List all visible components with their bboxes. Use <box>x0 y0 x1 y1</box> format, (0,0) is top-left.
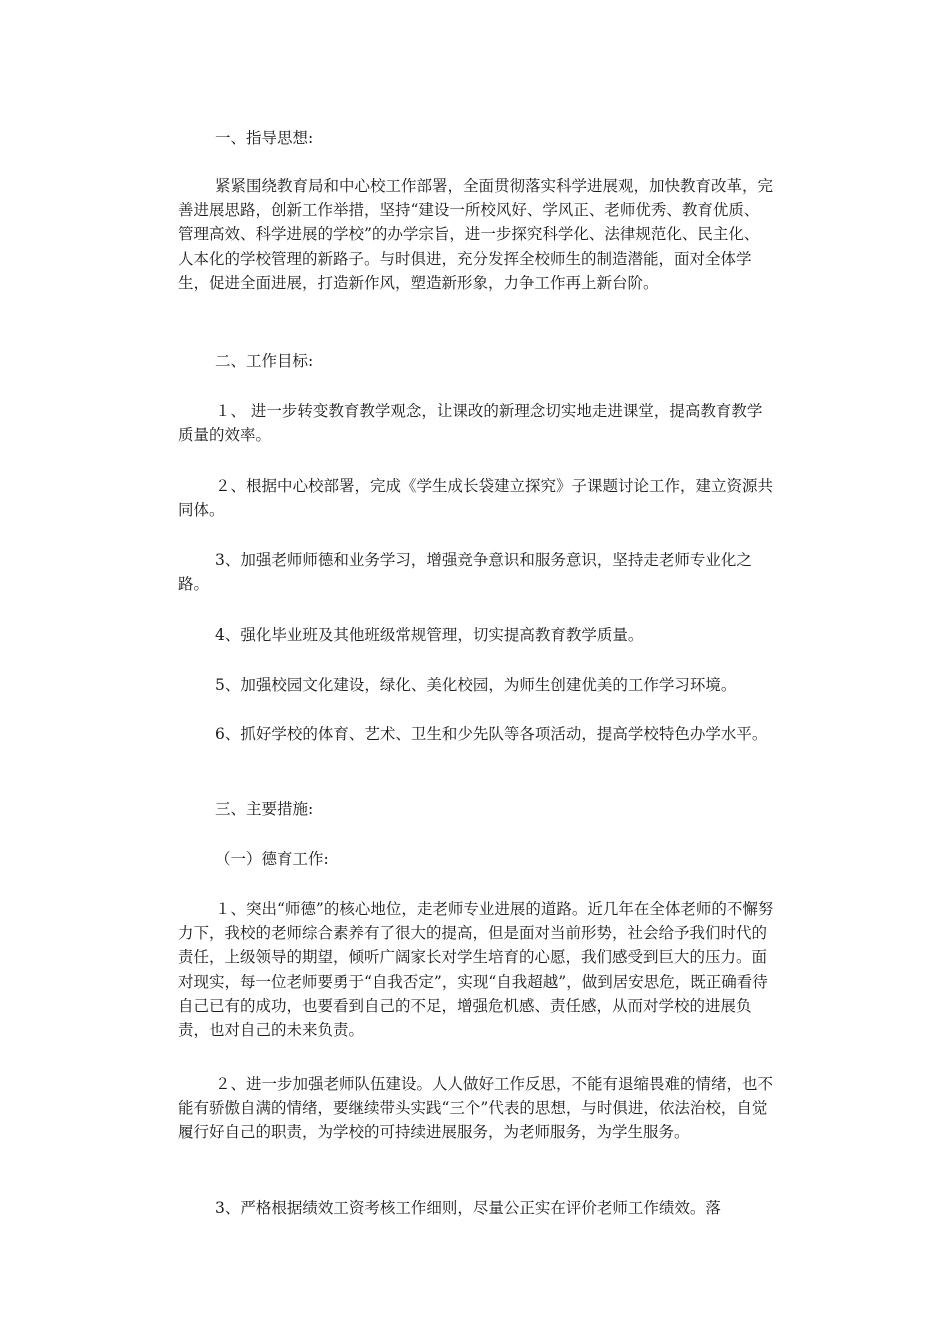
goal-item-3: 3、加强老师师德和业务学习，增强竞争意识和服务意识，坚持走老师专业化之路。 <box>178 551 752 594</box>
paragraph-guiding-thought: 紧紧围绕教育局和中心校工作部署，全面贯彻落实科学进展观，加快教育改革，完善进展思路，创新工作举措，坚持“建设一所校风好、学风正、老师优秀、教育优质、管理高效、科学进展的学校”的办学宗旨，进一步探究科学化、法律规范化、民主化、人本化的学校管理的新路子。与时俱进，充分发挥全校师生的制造潜能，面对全体学生，促进全面进展，打造新作风，塑造新形象，力争工作再上新台阶。 <box>178 177 774 292</box>
goal-item-5: 5、加强校园文化建设，绿化、美化校园，为师生创建优美的工作学习环境。 <box>215 676 737 694</box>
heading-guiding-thought: 一、指导思想: <box>215 129 314 147</box>
measure-item-1: １、突出“师德”的核心地位，走老师专业进展的道路。近几年在全体老师的不懈努力下，我校的老师综合素养有了很大的提高，但是面对当前形势，社会给予我们时代的责任，上级领导的期望，倾听广阔家长对学生培育的心愿，我们感受到巨大的压力。面对现实，每一位老师要勇于“自我否定”，实现“自我超越”，做到居安思危，既正确看待自己已有的成功，也要看到自己的不足，增强危机感、责任感，从而对学校的进展负责，也对自己的未来负责。 <box>178 900 774 1040</box>
goal-item-4: 4、强化毕业班及其他班级常规管理，切实提高教育教学质量。 <box>215 626 644 644</box>
goal-item-1: １、 进一步转变教育教学观念，让课改的新理念切实地走进课堂，提高教育教学质量的效率。 <box>178 402 763 445</box>
heading-work-goals: 二、工作目标: <box>215 352 314 370</box>
goal-item-2: ２、根据中心校部署，完成《学生成长袋建立探究》子课题讨论工作，建立资源共同体。 <box>178 477 774 520</box>
heading-moral-education: （一）德育工作: <box>215 850 329 868</box>
measure-item-2: ２、进一步加强老师队伍建设。人人做好工作反思，不能有退缩畏难的情绪，也不能有骄傲自满的情绪，要继续带头实践“三个”代表的思想，与时俱进，依法治校，自觉履行好自己的职责，为学校的可持续进展服务，为老师服务，为学生服务。 <box>178 1075 774 1142</box>
goal-item-6: 6、抓好学校的体育、艺术、卫生和少先队等各项活动，提高学校特色办学水平。 <box>215 725 768 743</box>
measure-item-3: 3、严格根据绩效工资考核工作细则，尽量公正实在评价老师工作绩效。落 <box>215 1199 721 1217</box>
heading-main-measures: 三、主要措施: <box>215 800 314 818</box>
